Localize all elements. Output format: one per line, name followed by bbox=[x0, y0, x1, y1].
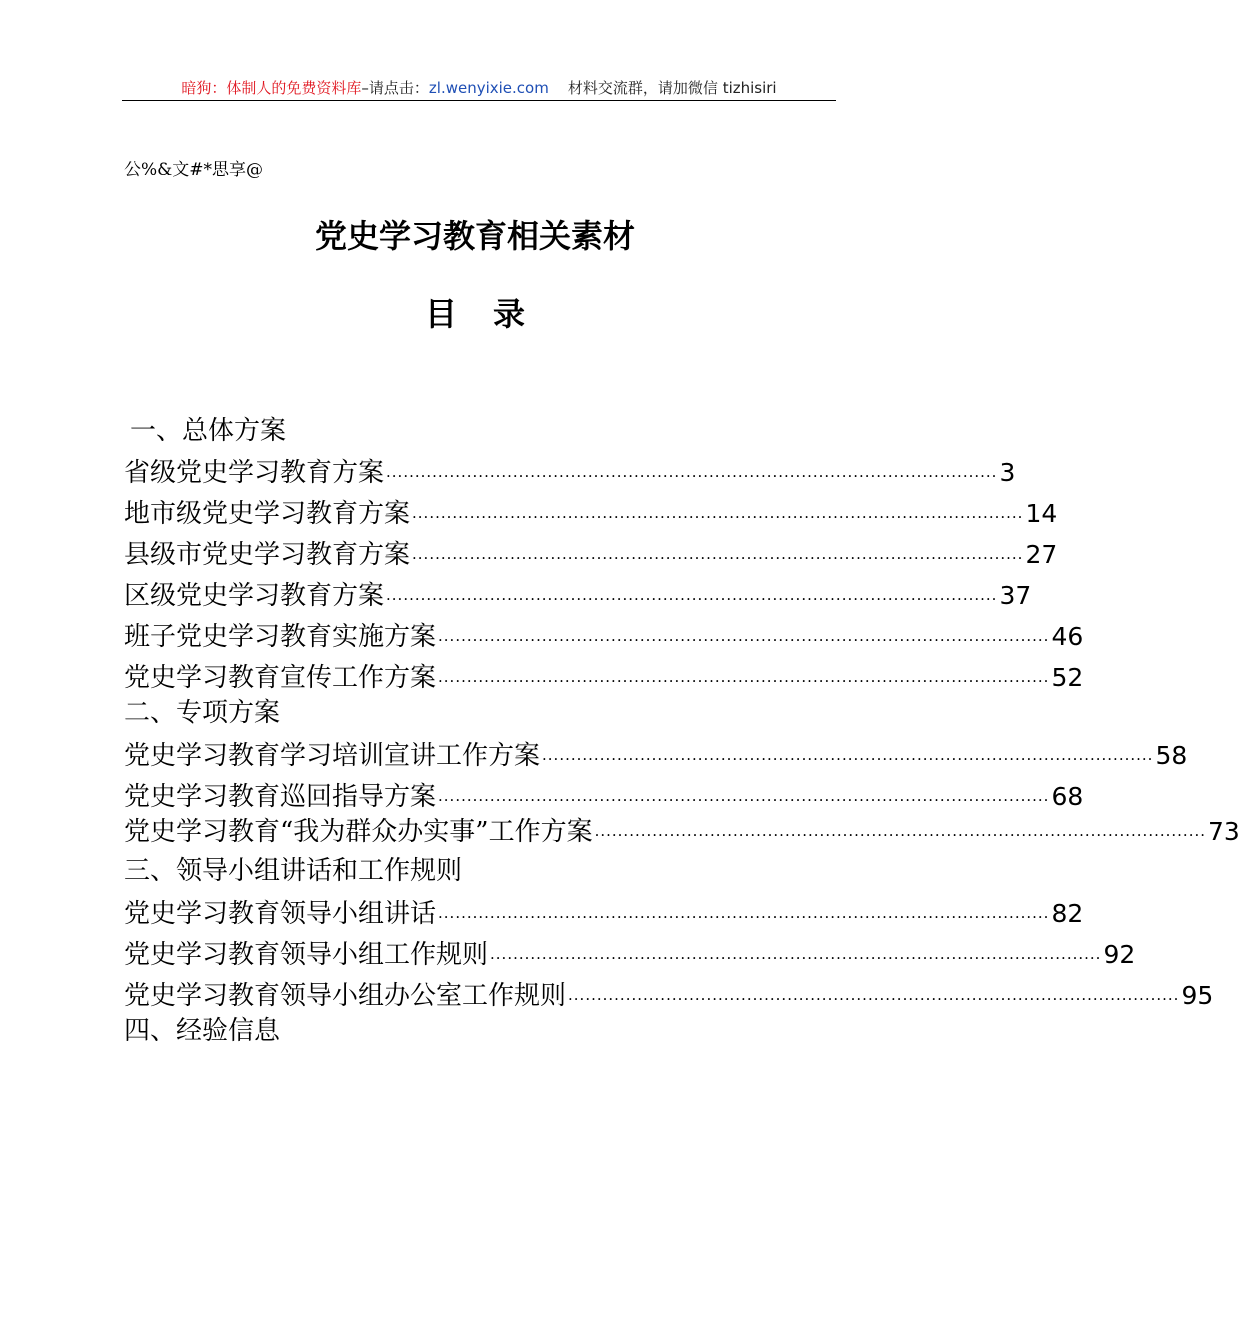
header-brand-text: 暗狗：体制人的免费资料库 bbox=[181, 79, 362, 97]
toc-entry[interactable] bbox=[124, 780, 1084, 817]
toc-entry-label: 党史学习教育宣传工作方案 bbox=[124, 663, 437, 693]
header-url-link[interactable]: zl.wenyixie.com bbox=[428, 79, 549, 97]
toc-leader-dots: ·········································································································· bbox=[412, 508, 1024, 526]
toc-leader-dots: ·········································································································· bbox=[438, 791, 1050, 809]
toc-leader-dots: ·········································································································· bbox=[386, 467, 998, 485]
toc-entry-page: 92 bbox=[1103, 940, 1136, 969]
toc-entry-page: 27 bbox=[1025, 540, 1058, 569]
toc-entry-page: 68 bbox=[1051, 782, 1084, 811]
toc-entry-page: 37 bbox=[999, 581, 1032, 610]
header-contact-text: 材料交流群，请加微信 tizhisiri bbox=[567, 79, 777, 97]
page-header bbox=[122, 76, 836, 100]
toc-entry[interactable] bbox=[124, 938, 1136, 975]
toc-entry[interactable] bbox=[124, 661, 1084, 698]
toc-entry-label: 班子党史学习教育实施方案 bbox=[124, 622, 437, 652]
toc-entry[interactable] bbox=[124, 979, 1214, 1016]
toc-entry-page: 73 bbox=[1208, 817, 1240, 846]
toc-entry-label: 区级党史学习教育方案 bbox=[124, 581, 385, 611]
toc-leader-dots: ·········································································································· bbox=[594, 826, 1207, 844]
toc-entry-label: 党史学习教育巡回指导方案 bbox=[124, 782, 437, 812]
toc-entry-label: 党史学习教育领导小组讲话 bbox=[124, 899, 437, 929]
toc-section-3-heading: 三、领导小组讲话和工作规则 bbox=[124, 856, 463, 886]
document-title: 党史学习教育相关素材 bbox=[314, 217, 635, 255]
toc-entry-page: 95 bbox=[1181, 981, 1214, 1010]
toc-entry[interactable] bbox=[124, 897, 1084, 934]
toc-entry-page: 52 bbox=[1051, 663, 1084, 692]
toc-leader-dots: ·········································································································· bbox=[438, 672, 1050, 690]
toc-entry-label: 地市级党史学习教育方案 bbox=[124, 499, 411, 529]
toc-leader-dots: ·········································································································· bbox=[412, 549, 1024, 567]
toc-leader-dots: ·········································································································· bbox=[542, 750, 1154, 768]
toc-entry[interactable] bbox=[124, 739, 1188, 776]
toc-entry-label: 党史学习教育学习培训宣讲工作方案 bbox=[124, 741, 541, 771]
toc-entry[interactable] bbox=[124, 538, 1058, 575]
toc-section-4-heading: 四、经验信息 bbox=[124, 1016, 281, 1046]
toc-entry-label: 省级党史学习教育方案 bbox=[124, 458, 385, 488]
toc-entry-page: 46 bbox=[1051, 622, 1084, 651]
toc-entry-label: 党史学习教育“我为群众办实事”工作方案 bbox=[124, 817, 593, 847]
toc-leader-dots: ·········································································································· bbox=[438, 631, 1050, 649]
toc-entry[interactable] bbox=[124, 497, 1058, 534]
toc-heading: 目录 bbox=[424, 295, 561, 333]
toc-section-2-heading: 二、专项方案 bbox=[124, 698, 281, 728]
header-divider bbox=[122, 100, 836, 101]
toc-entry-page: 14 bbox=[1025, 499, 1058, 528]
toc-entry-label: 党史学习教育领导小组办公室工作规则 bbox=[124, 981, 567, 1011]
watermark-note: 公%&文#*思享@ bbox=[124, 160, 264, 180]
toc-leader-dots: ·········································································································· bbox=[438, 908, 1050, 926]
toc-entry-page: 82 bbox=[1051, 899, 1084, 928]
toc-entry[interactable] bbox=[124, 456, 1016, 493]
toc-leader-dots: ·········································································································· bbox=[490, 949, 1102, 967]
toc-entry-page: 3 bbox=[999, 458, 1016, 487]
toc-entry[interactable] bbox=[124, 579, 1032, 616]
toc-entry-label: 党史学习教育领导小组工作规则 bbox=[124, 940, 489, 970]
header-click-prefix: –请点击： bbox=[361, 79, 429, 97]
toc-leader-dots: ·········································································································· bbox=[386, 590, 998, 608]
toc-entry[interactable] bbox=[124, 815, 1240, 852]
toc-leader-dots: ·········································································································· bbox=[568, 990, 1180, 1008]
toc-entry-page: 58 bbox=[1155, 741, 1188, 770]
toc-entry-label: 县级市党史学习教育方案 bbox=[124, 540, 411, 570]
toc-entry[interactable] bbox=[124, 620, 1084, 657]
toc-section-1-heading: 一、总体方案 bbox=[130, 416, 287, 446]
